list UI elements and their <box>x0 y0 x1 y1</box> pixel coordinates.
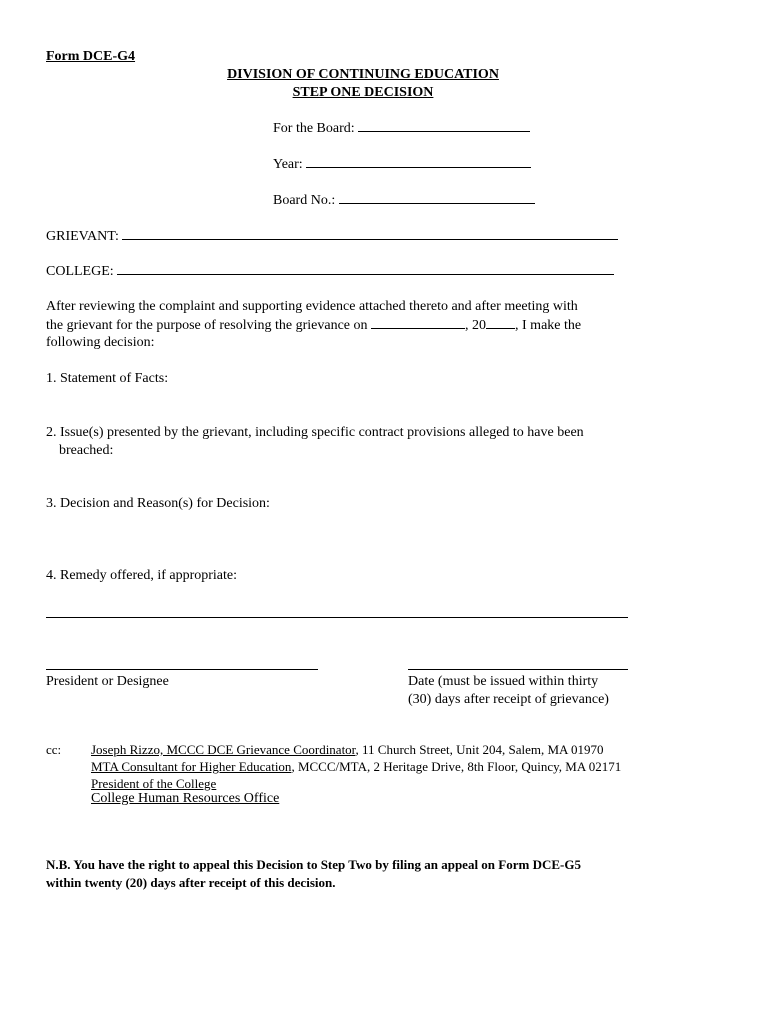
board-field-row <box>273 119 530 138</box>
section-decision: 3. Decision and Reason(s) for Decision: <box>46 496 270 511</box>
cc-recipient-2 <box>91 758 621 776</box>
intro-line-2 <box>46 316 581 335</box>
section-issues-line-2: breached: <box>59 443 114 458</box>
cc-recipient-1-address: , 11 Church Street, Unit 204, Salem, MA 01970 <box>355 742 604 757</box>
intro-line-3: following decision: <box>46 335 155 350</box>
grievant-input-line[interactable] <box>122 227 618 240</box>
intro-text-a: the grievant for the purpose of resolving the grievance on <box>46 318 368 333</box>
section-statement-of-facts: 1. Statement of Facts: <box>46 371 169 386</box>
year-input-line[interactable] <box>306 155 531 168</box>
cc-recipient-1-name: Joseph Rizzo, MCCC DCE Grievance Coordinator <box>91 742 356 757</box>
grievant-label: GRIEVANT: <box>46 229 119 244</box>
college-label: COLLEGE: <box>46 264 114 279</box>
appeal-notice-line-1: N.B. You have the right to appeal this Decision to Step Two by filing an appeal on Form DCE-G5 <box>46 857 581 872</box>
president-label: President or Designee <box>46 674 169 689</box>
board-no-field-row <box>273 191 535 210</box>
intro-line-1: After reviewing the complaint and supporting evidence attached thereto and after meeting with <box>46 299 578 314</box>
cc-recipient-2-address: , MCCC/MTA, 2 Heritage Drive, 8th Floor, Quincy, MA 02171 <box>291 759 622 774</box>
intro-text-b: , 20 <box>465 318 487 333</box>
year-label: Year: <box>273 157 303 172</box>
appeal-notice-line-2: within twenty (20) days after receipt of this decision. <box>46 875 336 890</box>
date-signature-line[interactable] <box>408 669 628 670</box>
college-input-line[interactable] <box>117 262 614 275</box>
cc-recipient-4: College Human Resources Office <box>91 791 280 806</box>
grievant-field-row <box>46 227 618 246</box>
document-title: DIVISION OF CONTINUING EDUCATION <box>227 67 499 82</box>
cc-recipient-3: President of the College <box>91 776 217 791</box>
president-signature-line[interactable] <box>46 669 318 670</box>
cc-recipient-2-name: MTA Consultant for Higher Education <box>91 759 292 774</box>
date-label-line-1: Date (must be issued within thirty <box>408 674 599 689</box>
section-remedy: 4. Remedy offered, if appropriate: <box>46 568 238 583</box>
form-id: Form DCE-G4 <box>46 49 136 64</box>
document-subtitle: STEP ONE DECISION <box>292 85 434 100</box>
cc-label: cc: <box>46 742 62 757</box>
grievance-date-input-line[interactable] <box>371 316 465 329</box>
board-input-line[interactable] <box>358 119 530 132</box>
date-label-line-2: (30) days after receipt of grievance) <box>408 692 609 707</box>
remedy-input-line[interactable] <box>46 617 628 618</box>
section-issues-line-1: 2. Issue(s) presented by the grievant, including specific contract provisions alleged to have been <box>46 425 584 440</box>
intro-text-c: , I make the <box>515 318 582 333</box>
cc-recipient-1 <box>91 741 603 759</box>
board-label: For the Board: <box>273 121 355 136</box>
year-field-row <box>273 155 531 174</box>
board-no-input-line[interactable] <box>339 191 535 204</box>
board-no-label: Board No.: <box>273 193 336 208</box>
college-field-row <box>46 262 614 281</box>
grievance-year-input-line[interactable] <box>486 316 515 329</box>
